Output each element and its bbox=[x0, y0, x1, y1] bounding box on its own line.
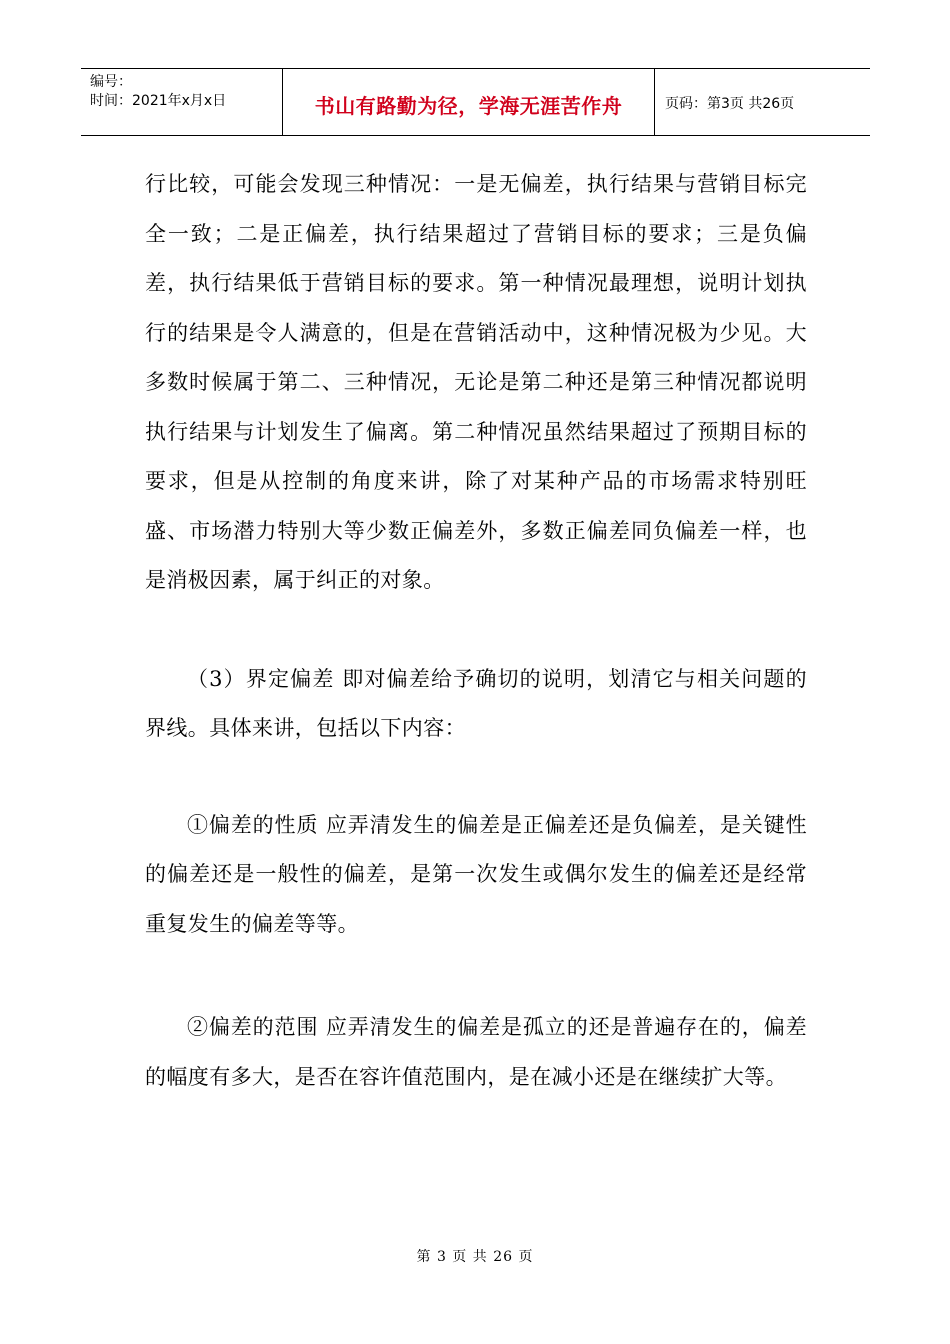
body-paragraph-1: 行比较，可能会发现三种情况：一是无偏差，执行结果与营销目标完全一致；二是正偏差，执行结果超过了营销目标的要求；三是负偏差，执行结果低于营销目标的要求。第一种情况最理想，说明计划执行的结果是令人满意的，但是在营销活动中，这种情况极为少见。大多数时候属于第二、三种情况，无论是第二种还是第三种情况都说明执行结果与计划发生了偏离。第二种情况虽然结果超过了预期目标的要求，但是从控制的角度来讲，除了对某种产品的市场需求特别旺盛、市场潜力特别大等少数正偏差外，多数正偏差同负偏差一样，也是消极因素，属于纠正的对象。 bbox=[145, 172, 807, 592]
body-paragraph-2: （3）界定偏差 即对偏差给予确切的说明，划清它与相关问题的界线。具体来讲，包括以下内容： bbox=[145, 666, 807, 740]
document-body bbox=[145, 160, 807, 1102]
page-footer: 第 3 页 共 26 页 bbox=[416, 1249, 534, 1265]
paragraph-spacer bbox=[145, 949, 807, 1003]
page-header bbox=[81, 68, 870, 136]
serial-number-label: 编号： bbox=[90, 74, 132, 90]
body-paragraph-3: ①偏差的性质 应弄清发生的偏差是正偏差还是负偏差，是关键性的偏差还是一般性的偏差，是第一次发生或偶尔发生的偏差还是经常重复发生的偏差等等。 bbox=[145, 812, 807, 936]
header-page-info: 页码：第3页 共26页 bbox=[665, 96, 795, 112]
date-label: 时间：2021年x月x日 bbox=[90, 93, 227, 109]
paragraph-spacer bbox=[145, 606, 807, 655]
body-paragraph-4: ②偏差的范围 应弄清发生的偏差是孤立的还是普遍存在的，偏差的幅度有多大，是否在容许值范围内，是在减小还是在继续扩大等。 bbox=[145, 1015, 807, 1089]
header-meta-cell bbox=[81, 69, 283, 135]
paragraph-spacer bbox=[145, 754, 807, 801]
header-motto: 书山有路勤为径，学海无涯苦作舟 bbox=[283, 69, 655, 135]
